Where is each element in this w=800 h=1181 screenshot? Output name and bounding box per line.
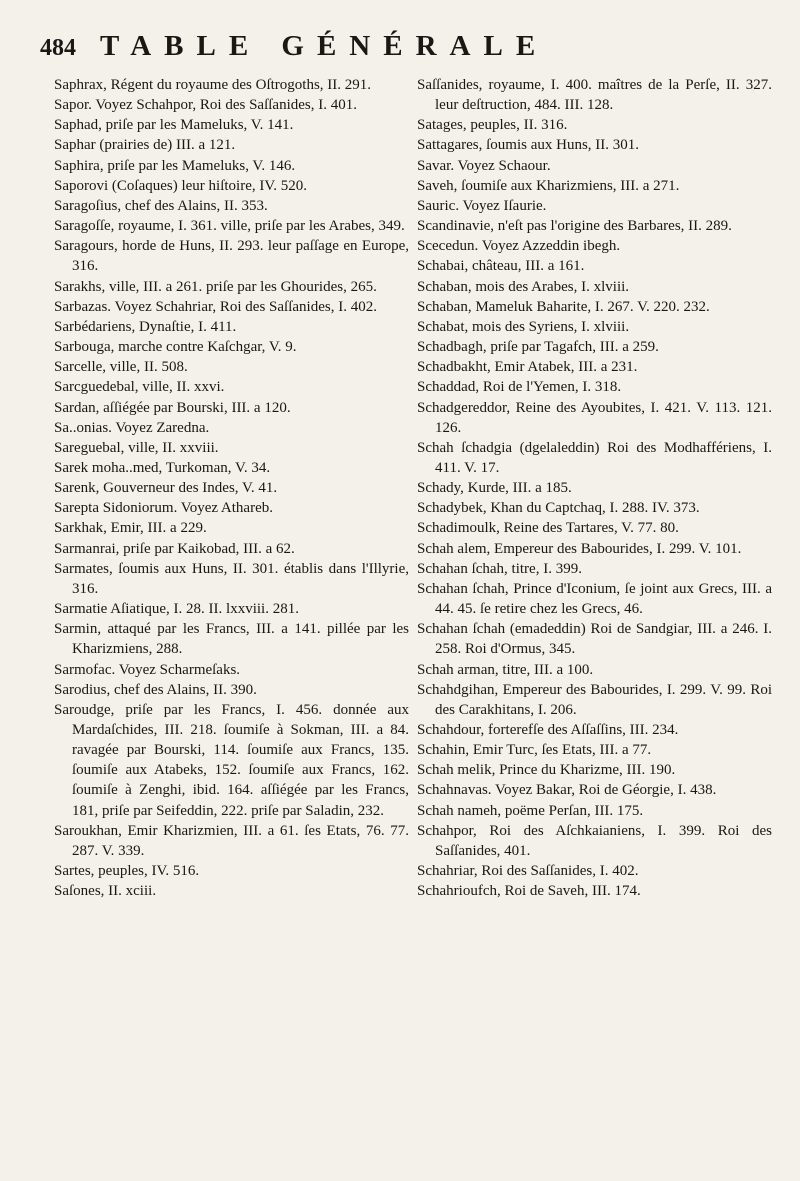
index-entry: Schahriar, Roi des Saſſanides, I. 402. xyxy=(417,863,639,880)
index-entry: Schahdgihan, Empereur des Babourides, I. 299. V. 99. Roi des Carakhitans, I. 206. xyxy=(417,681,772,718)
index-entry: Saragoſſe, royaume, I. 361. ville, priſe par les Arabes, 349. xyxy=(54,218,405,235)
index-entry: Schah nameh, poëme Perſan, III. 175. xyxy=(417,802,644,819)
page-number: 484 xyxy=(40,35,76,61)
index-entry: Schaban, Mameluk Baharite, I. 267. V. 220. 232. xyxy=(417,298,710,315)
index-entry: Schaddad, Roi de l'Yemen, I. 318. xyxy=(417,379,622,396)
index-entry: Schadimoulk, Reine des Tartares, V. 77. 80. xyxy=(417,520,679,537)
index-entry: Saragoſius, chef des Alains, II. 353. xyxy=(54,197,268,214)
index-entry: Sarenk, Gouverneur des Indes, V. 41. xyxy=(54,480,278,497)
index-entry: Saſones, II. xciii. xyxy=(54,883,157,900)
index-entry: Sarmanrai, priſe par Kaikobad, III. a 62. xyxy=(54,540,295,557)
index-entry: Scandinavie, n'eſt pas l'origine des Barbares, II. 289. xyxy=(417,218,732,235)
index-entry: Savar. Voyez Schaour. xyxy=(417,157,551,174)
index-entry: Schabai, château, III. a 161. xyxy=(417,258,585,275)
index-entry: Saragours, horde de Huns, II. 293. leur paſſage en Europe, 316. xyxy=(54,238,409,275)
index-entry: Schahin, Emir Turc, ſes Etats, III. a 77. xyxy=(417,742,652,759)
index-entry: Sarepta Sidoniorum. Voyez Athareb. xyxy=(54,500,273,517)
index-entry: Saphira, priſe par les Mameluks, V. 146. xyxy=(54,157,296,174)
index-entry: Schahdour, forterefſe des Aſſaſſins, III. 234. xyxy=(417,722,679,738)
index-entry: Schabat, mois des Syriens, I. xlviii. xyxy=(417,318,630,335)
index-entry: Schadgereddor, Reine des Ayoubites, I. 421. V. 113. 121. 126. xyxy=(417,399,772,436)
index-entry: Sattagares, ſoumis aux Huns, II. 301. xyxy=(417,137,640,154)
index-entry: Schadybek, Khan du Captchaq, I. 288. IV. 373. xyxy=(417,500,700,517)
index-entry: Scecedun. Voyez Azzeddin ibegh. xyxy=(417,238,621,255)
index-entry: Sa..onias. Voyez Zaredna. xyxy=(54,419,210,436)
index-entry: Schah arman, titre, III. a 100. xyxy=(417,661,594,678)
index-entry: Saphrax, Régent du royaume des Oſtrogoths, II. 291. xyxy=(54,77,372,93)
index-entry: Sauric. Voyez Iſaurie. xyxy=(417,197,547,214)
index-entry: Schady, Kurde, III. a 185. xyxy=(417,480,572,497)
index-entry: Saporovi (Coſaques) leur hiſtoire, IV. 520. xyxy=(54,177,308,194)
index-entry: Saroukhan, Emir Kharizmien, III. a 61. ſes Etats, 76. 77. 287. V. 339. xyxy=(54,822,409,859)
index-entry: Sarbouga, marche contre Kaſchgar, V. 9. xyxy=(54,339,297,356)
index-entry: Sartes, peuples, IV. 516. xyxy=(54,863,200,880)
index-entry: Sareguebal, ville, II. xxviii. xyxy=(54,439,219,456)
index-entry: Schahpor, Roi des Aſchkaianiens, I. 399. Roi des Saſſanides, 401. xyxy=(417,822,772,859)
right-column xyxy=(417,75,772,1175)
index-entry: Schah melik, Prince du Kharizme, III. 190. xyxy=(417,762,676,779)
index-entry: Sapor. Voyez Schahpor, Roi des Saſſanides, I. 401. xyxy=(54,97,357,114)
index-entry: Schahan ſchah, titre, I. 399. xyxy=(417,560,582,577)
index-entry: Schahrioufch, Roi de Saveh, III. 174. xyxy=(417,883,641,900)
left-column xyxy=(54,75,409,1175)
index-entry: Saphar (prairies de) III. a 121. xyxy=(54,137,236,154)
page-header xyxy=(40,30,760,72)
index-entry: Schadbakht, Emir Atabek, III. a 231. xyxy=(417,359,638,376)
index-entry: Sarmates, ſoumis aux Huns, II. 301. établis dans l'Illyrie, 316. xyxy=(54,560,409,597)
index-entry: Saroudge, priſe par les Francs, I. 456. donnée aux Mardaſchides, III. 218. ſoumiſe à Sokman, III. a 84. ravagée par Bourski, 114. ſoumiſe aux Francs, 135. ſoumiſe aux Atabeks, 152. ſoumiſe aux Francs, 162. ſoumiſe à Zenghi, ibid. 164. aſſiégée par les Francs, 181, priſe par Seifeddin, 222. priſe par Saladin, 232. xyxy=(54,701,409,819)
index-entry: Sarakhs, ville, III. a 261. priſe par les Ghourides, 265. xyxy=(54,278,377,295)
index-entry: Sarmatie Aſiatique, I. 28. II. lxxviii. 281. xyxy=(54,601,299,618)
index-entry: Sarbédariens, Dynaſtie, I. 411. xyxy=(54,318,237,335)
index-entry: Schahnavas. Voyez Bakar, Roi de Géorgie, I. 438. xyxy=(417,782,717,799)
index-entry: Sarcelle, ville, II. 508. xyxy=(54,359,188,376)
index-entry: Sarkhak, Emir, III. a 229. xyxy=(54,520,207,537)
index-entry: Schah alem, Empereur des Babourides, I. 299. V. 101. xyxy=(417,540,742,557)
index-entry: Sarmin, attaqué par les Francs, III. a 141. pillée par les Kharizmiens, 288. xyxy=(54,621,409,658)
index-entry: Schaban, mois des Arabes, I. xlviii. xyxy=(417,278,630,295)
index-entry: Schah ſchadgia (dgelaleddin) Roi des Modhaffériens, I. 411. V. 17. xyxy=(417,439,772,476)
index-entry: Sarmofac. Voyez Scharmeſaks. xyxy=(54,661,241,678)
index-entry: Sarcguedebal, ville, II. xxvi. xyxy=(54,379,225,396)
index-entry: Sardan, aſſiégée par Bourski, III. a 120. xyxy=(54,399,291,416)
index-entry: Sarbazas. Voyez Schahriar, Roi des Saſſanides, I. 402. xyxy=(54,298,377,315)
index-entry: Schahan ſchah (emadeddin) Roi de Sandgiar, III. a 246. I. 258. Roi d'Ormus, 345. xyxy=(417,621,772,658)
index-entry: Satages, peuples, II. 316. xyxy=(417,117,568,134)
index-entry: Schadbagh, priſe par Tagafch, III. a 259. xyxy=(417,339,659,356)
index-entry: Sarodius, chef des Alains, II. 390. xyxy=(54,681,257,698)
index-entry: Schahan ſchah, Prince d'Iconium, ſe joint aux Grecs, III. a 44. 45. ſe retire chez les Grecs, 46. xyxy=(417,580,772,618)
index-entry: Saſſanides, royaume, I. 400. maîtres de la Perſe, II. 327. leur deſtruction, 484. III. 128. xyxy=(417,77,772,114)
page-title: TABLE GÉNÉRALE xyxy=(100,30,549,62)
index-entry: Saphad, priſe par les Mameluks, V. 141. xyxy=(54,117,294,134)
index-entry: Sarek moha..med, Turkoman, V. 34. xyxy=(54,459,271,476)
index-entry: Saveh, ſoumiſe aux Kharizmiens, III. a 271. xyxy=(417,177,680,194)
